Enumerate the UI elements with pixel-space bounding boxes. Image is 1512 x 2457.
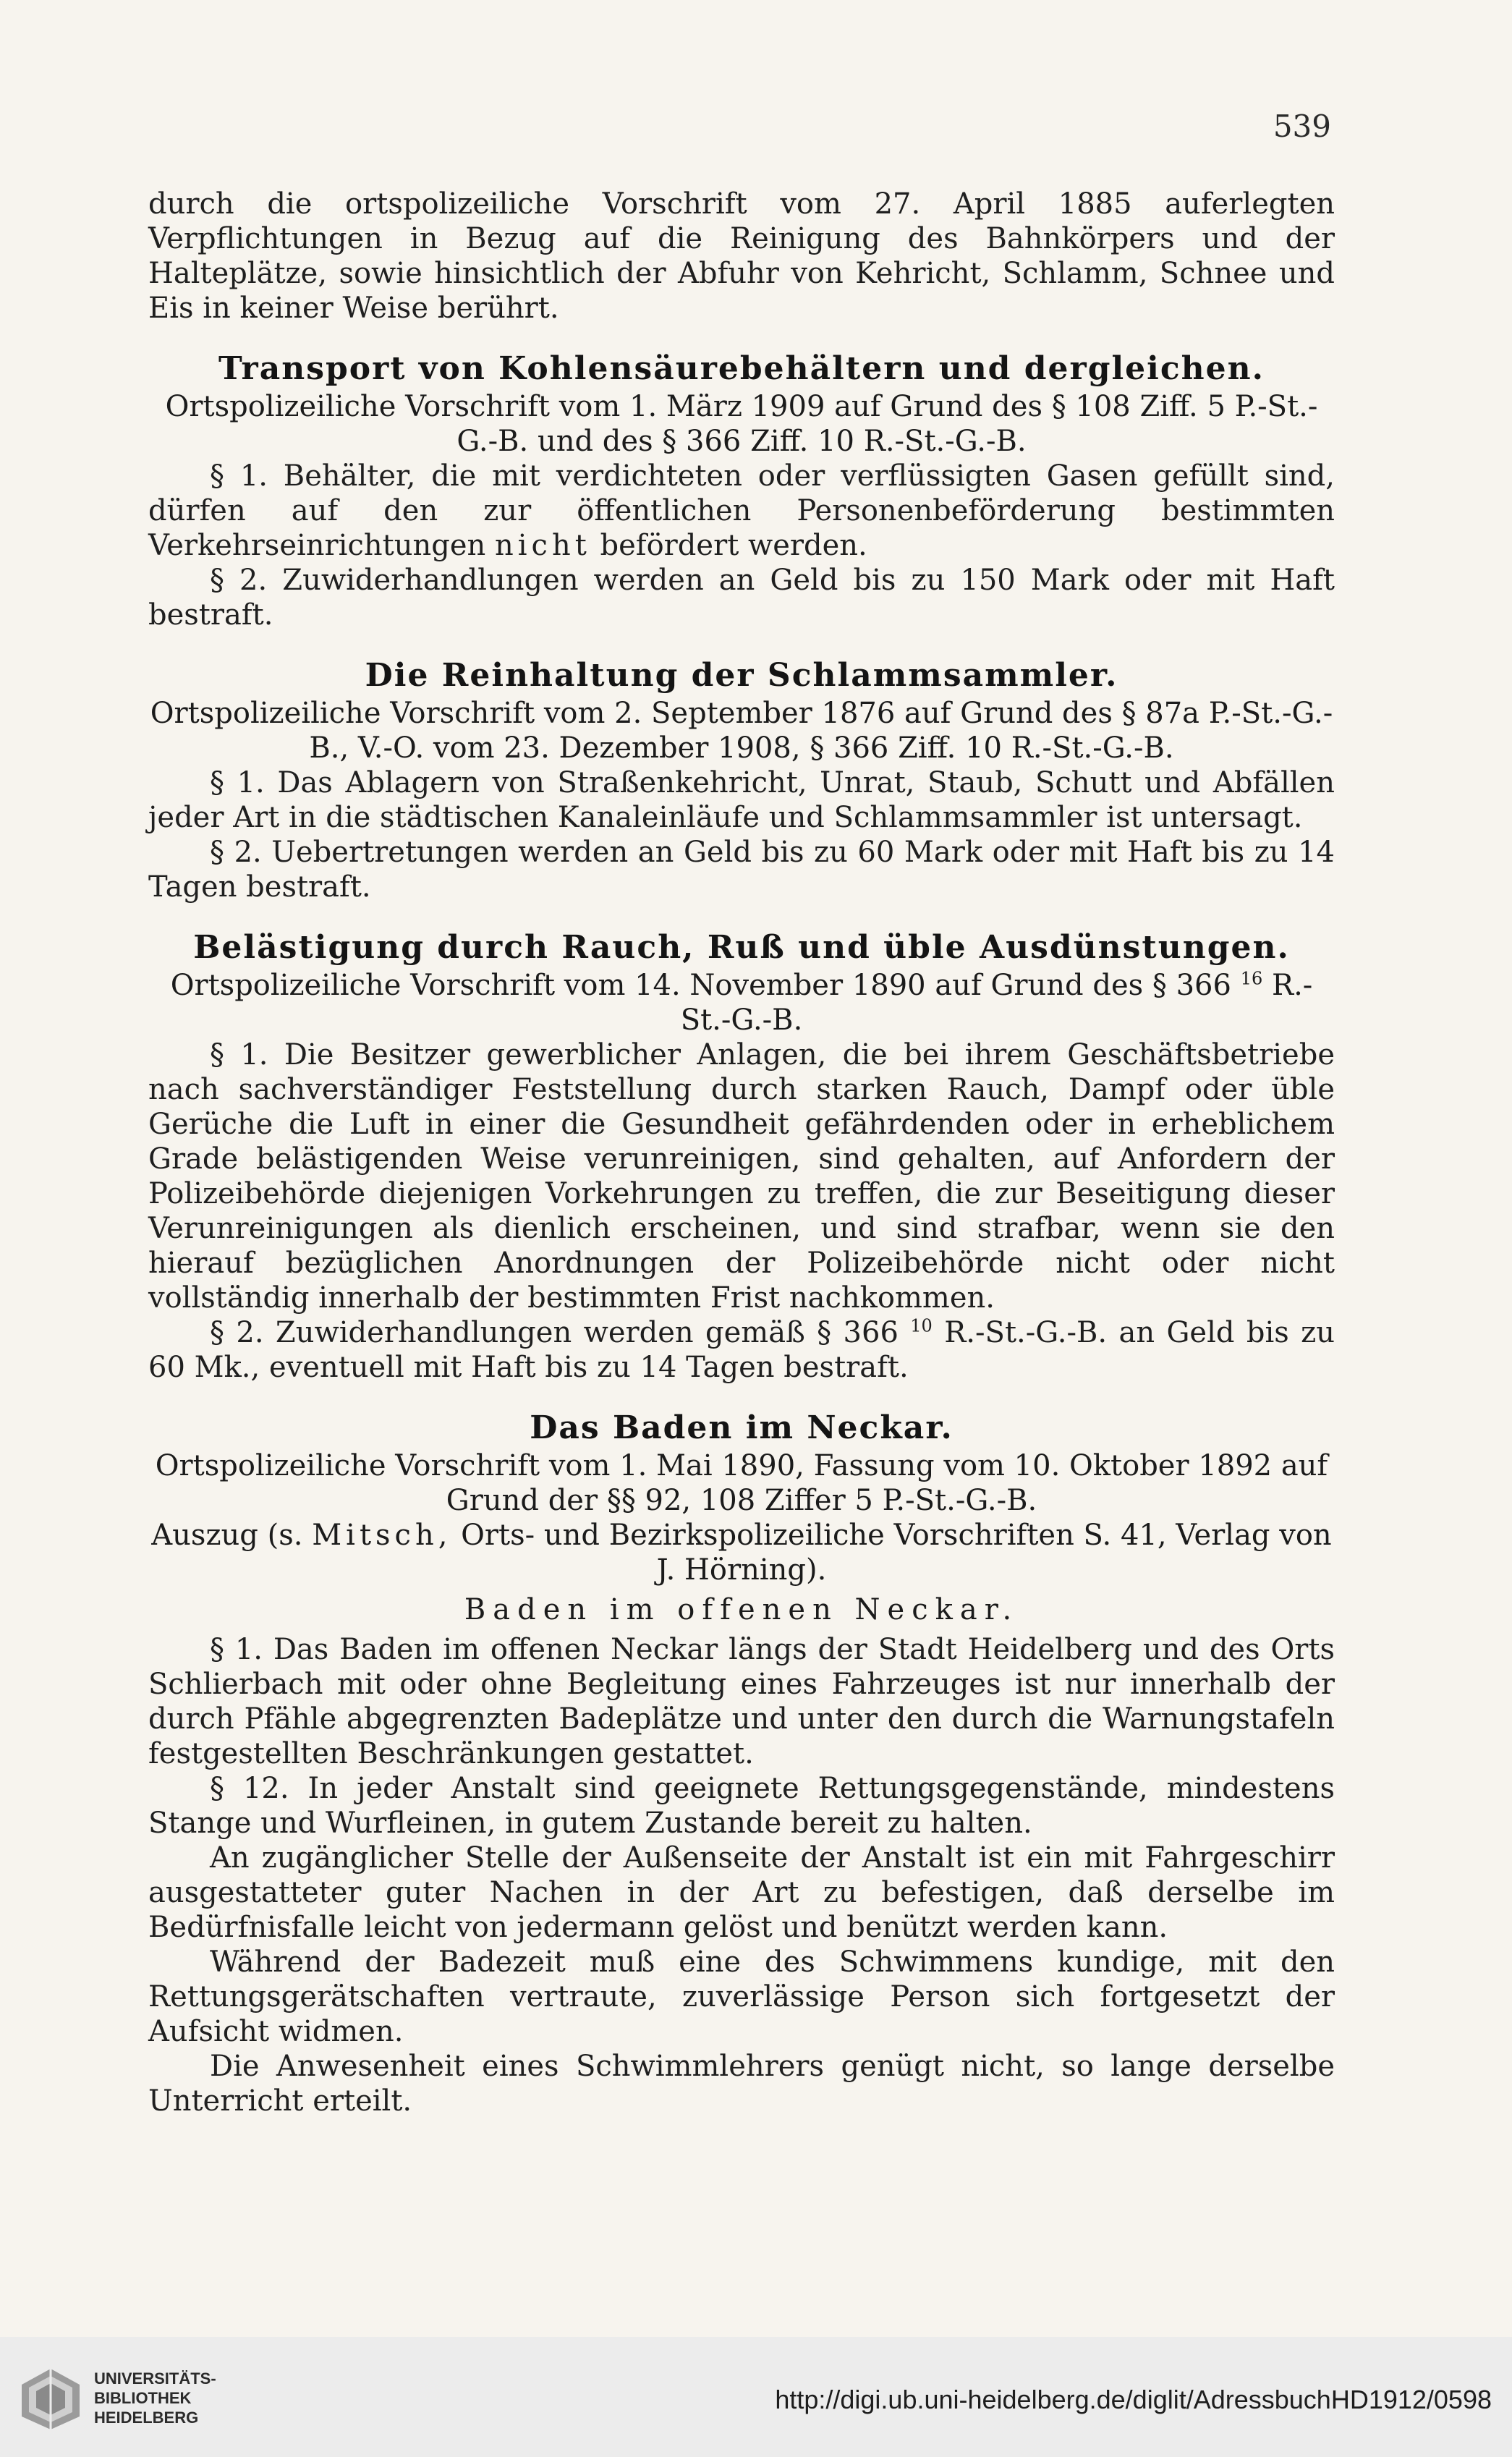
section-heading-co2-transport: Transport von Kohlensäurebehältern und dergleichen. [218,350,1265,387]
page-number: 539 [1273,109,1331,144]
subheading: Baden im offenen Neckar. [464,1593,1019,1626]
section-heading-smoke-nuisance: Belästigung durch Rauch, Ruß und üble Ausdünstungen. [193,929,1290,966]
section-source: Ortspolizeiliche Vorschrift vom 1. März 1909 auf Grund des § 108 Ziff. 5 P.-St.-G.-B. und des § 366 Ziff. 10 R.-St.-G.-B. [165,390,1318,458]
paragraph: § 1. Das Baden im offenen Neckar längs der Stadt Heidelberg und des Orts Schlierbach mit oder ohne Begleitung eines Fahrzeuges ist nur innerhalb der durch Pfähle abgegrenzten Badeplätze und unter den durch die Warnungstafeln festgestellten Beschränkungen gestattet. [148,1633,1335,1770]
library-name-line: BIBLIOTHEK [94,2389,192,2407]
paragraph-text: § 2. Zuwiderhandlungen werden gemäß § 366 [210,1316,899,1349]
superscript: 16 [1240,968,1263,989]
paragraph: An zugänglicher Stelle der Außenseite der Anstalt ist ein mit Fahrgeschirr ausgestatteter guter Nachen in der Art zu befestigen, daß derselbe im Bedürfnisfalle leicht von jedermann gelöst und benützt werden kann. [148,1841,1335,1944]
paragraph [148,1315,1335,1385]
library-name-line: HEIDELBERG [94,2409,199,2427]
library-name-line: UNIVERSITÄTS- [94,2369,216,2388]
intro-paragraph: durch die ortspolizeiliche Vorschrift vom 27. April 1885 auferlegten Verpflichtungen in Bezug auf die Reinigung des Bahnkörpers und der Halteplätze, sowie hinsichtlich der Abfuhr von Kehricht, Schlamm, Schnee und Eis in keiner Weise berührt. [148,187,1335,325]
emphasis-text: nicht [495,529,591,562]
paragraph: § 2. Uebertretungen werden an Geld bis zu 60 Mark oder mit Haft bis zu 14 Tagen bestraft. [148,836,1335,904]
section-source [148,968,1335,1037]
source-text: R.-St.-G.-B. [680,969,1313,1037]
paragraph: § 1. Die Besitzer gewerblicher Anlagen, die bei ihrem Geschäftsbetriebe nach sachverständiger Feststellung durch starken Rauch, Dampf oder üble Gerüche die Luft in einer die Gesundheit gefährdenden oder in erheblichem Grade belästigenden Weise verunreinigen, sind gehalten, auf Anfordern der Polizeibehörde diejenigen Vorkehrungen zu treffen, die zur Beseitigung dieser Verunreinigungen als dienlich erscheinen, und sind strafbar, wenn sie den hierauf bezüglichen Anordnungen der Polizeibehörde nicht oder nicht vollständig innerhalb der bestimmten Frist nachkommen. [148,1038,1335,1315]
page-content [148,187,1335,2118]
extract-text: Orts- und Bezirkspolizeiliche Vorschriften S. 41, Verlag von J. Hörning). [461,1519,1332,1587]
library-name [94,2369,216,2427]
author-name: Mitsch, [312,1519,452,1552]
extract-note [148,1518,1335,1587]
paragraph-text: § 1. Behälter, die mit verdichteten oder verflüssigten Gasen gefüllt sind, dürfen auf den zur öffentlichen Personenbeförderung bestimmten Verkehrseinrichtungen [148,459,1335,562]
extract-text: Auszug (s. [151,1519,303,1552]
paragraph-text: befördert werden. [600,529,867,562]
paragraph: § 12. In jeder Anstalt sind geeignete Rettungsgegenstände, mindestens Stange und Wurfleinen, in gutem Zustande bereit zu halten. [148,1772,1335,1840]
source-text: Ortspolizeiliche Vorschrift vom 14. November 1890 auf Grund des § 366 [170,969,1231,1002]
paragraph [148,459,1335,563]
footer-bar [0,2337,1512,2457]
section-source: Ortspolizeiliche Vorschrift vom 2. September 1876 auf Grund des § 87a P.-St.-G.-B., V.-O. vom 23. Dezember 1908, § 366 Ziff. 10 R.-St.-G.-B. [150,697,1333,765]
section-source: Ortspolizeiliche Vorschrift vom 1. Mai 1890, Fassung vom 10. Oktober 1892 auf Grund der §§ 92, 108 Ziffer 5 P.-St.-G.-B. [155,1449,1328,1517]
paragraph: § 1. Das Ablagern von Straßenkehricht, Unrat, Staub, Schutt und Abfällen jeder Art in die städtischen Kanaleinläufe und Schlammsammler ist untersagt. [148,766,1335,834]
paragraph: Während der Badezeit muß eine des Schwimmens kundige, mit den Rettungsgerätschaften vertraute, zuverlässige Person sich fortgesetzt der Aufsicht widmen. [148,1945,1335,2048]
paragraph-text: R.-St.-G.-B. an Geld bis zu 60 Mk., eventuell mit Haft bis zu 14 Tagen bestraft. [148,1316,1335,1384]
section-heading-bathing-neckar: Das Baden im Neckar. [530,1409,954,1446]
source-url: http://digi.ub.uni-heidelberg.de/diglit/AdressbuchHD1912/0598 [775,2385,1492,2414]
paragraph: Die Anwesenheit eines Schwimmlehrers genügt nicht, so lange derselbe Unterricht erteilt. [148,2050,1335,2118]
university-library-logo-icon [17,2366,84,2432]
superscript: 10 [910,1315,933,1336]
paragraph: § 2. Zuwiderhandlungen werden an Geld bis zu 150 Mark oder mit Haft bestraft. [148,564,1335,632]
section-heading-sludge-collectors: Die Reinhaltung der Schlammsammler. [365,657,1118,694]
